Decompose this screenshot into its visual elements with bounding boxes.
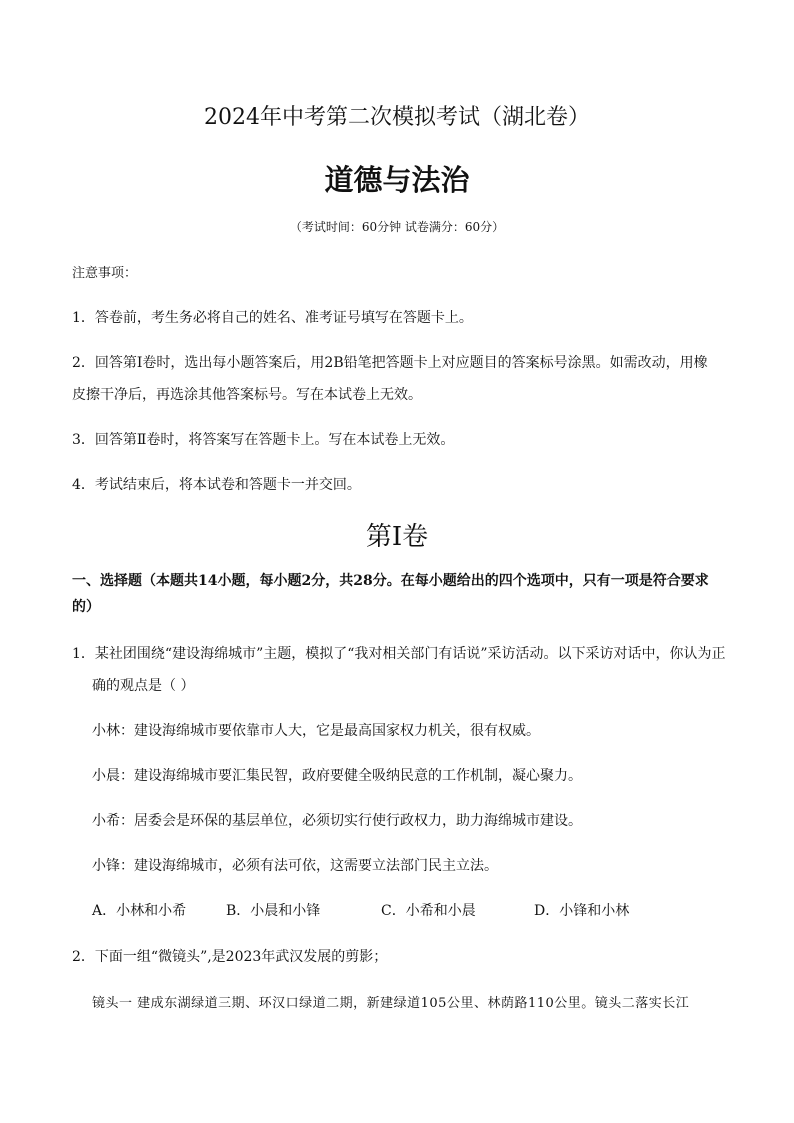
q1-statement: 小林：建设海绵城市要依靠市人大，它是最高国家权力机关，很有权威。 [92, 723, 540, 739]
notice-item-3: 3．回答第Ⅱ卷时，将答案写在答题卡上。写在本试卷上无效。 [72, 432, 455, 448]
subject-title: 道德与法治 [324, 163, 470, 197]
q2-stem: 2．下面一组“微镜头”,是2023年武汉发展的剪影； [72, 949, 388, 965]
q1-option-c: C．小希和小晨 [381, 903, 476, 919]
q1-option-a: A．小林和小希 [92, 903, 187, 919]
notice-heading: 注意事项： [72, 266, 138, 281]
notice-item-2: 2．回答第Ⅰ卷时，选出每小题答案后，用2B铅笔把答题卡上对应题目的答案标号涂黑。如需改动，用橡 [72, 355, 708, 371]
section-instruction-cont: 的） [72, 599, 100, 615]
exam-info: （考试时间：60分钟 试卷满分：60分） [289, 220, 505, 234]
notice-item-1: 1．答卷前，考生务必将自己的姓名、准考证号填写在答题卡上。 [72, 310, 473, 326]
q2-scene-line: 镜头一 建成东湖绿道三期、环汉口绿道二期，新建绿道105公里、林荫路110公里。镜头二落实长江 [92, 996, 690, 1011]
q1-option-b: B．小晨和小锋 [226, 903, 321, 919]
q1-statement: 小晨：建设海绵城市要汇集民智，政府要健全吸纳民意的工作机制，凝心聚力。 [92, 768, 582, 784]
notice-item-4: 4．考试结束后，将本试卷和答题卡一并交回。 [72, 477, 361, 493]
q1-stem: 1．某社团围绕“建设海绵城市”主题，模拟了“我对相关部门有话说”采访活动。以下采访对话中，你认为正 [72, 646, 726, 662]
section-title: 第Ⅰ卷 [365, 522, 429, 552]
exam-title: 2024年中考第二次模拟考试（湖北卷） [204, 105, 590, 130]
notice-item-2-cont: 皮擦干净后，再选涂其他答案标号。写在本试卷上无效。 [72, 387, 422, 403]
section-instruction: 一、选择题（本题共14小题，每小题2分，共28分。在每小题给出的四个选项中，只有一项是符合要求 [72, 573, 709, 589]
q1-option-d: D．小锋和小林 [534, 903, 630, 919]
q1-stem-cont: 确的观点是（ ） [92, 678, 195, 694]
q1-statement: 小锋：建设海绵城市，必须有法可依，这需要立法部门民主立法。 [92, 858, 498, 874]
q1-statement: 小希：居委会是环保的基层单位，必须切实行使行政权力，助力海绵城市建设。 [92, 813, 582, 829]
